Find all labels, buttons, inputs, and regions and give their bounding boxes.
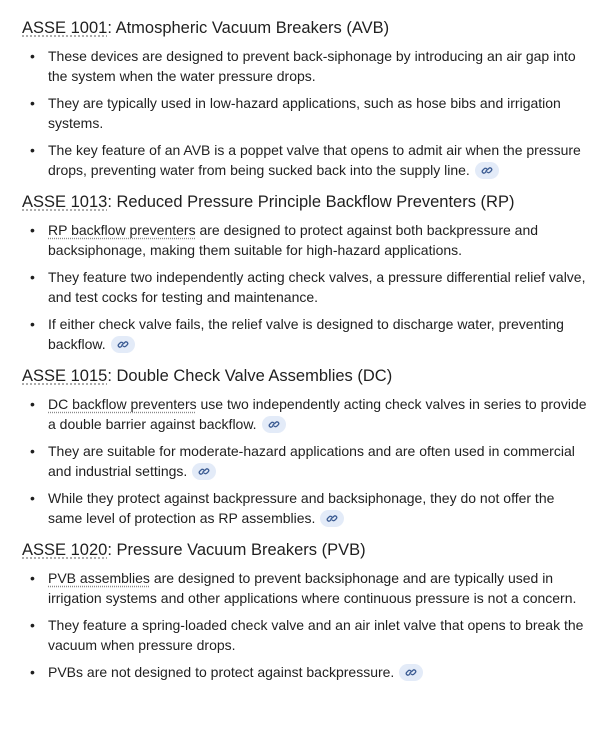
section-1 <box>22 16 592 180</box>
item-text: are designed to prevent backsiphonage and are typically used in irrigation systems and other applications where continuous pressure is not a concern. <box>48 570 577 606</box>
standard-code: ASSE 1020 <box>22 541 108 559</box>
bullet-list <box>22 394 592 528</box>
bullet-icon: • <box>30 269 35 285</box>
item-text: They feature a spring-loaded check valve and an air inlet valve that opens to break the vacuum when pressure drops. <box>48 617 584 653</box>
bullet-icon: • <box>30 664 35 680</box>
bullet-icon: • <box>30 490 35 506</box>
list-item <box>22 488 592 528</box>
section-title: : Atmospheric Vacuum Breakers (AVB) <box>107 19 390 37</box>
bullet-icon: • <box>30 95 35 111</box>
bullet-list <box>22 568 592 682</box>
standard-code: ASSE 1001 <box>22 19 108 37</box>
list-item <box>22 568 592 608</box>
citation-link-button[interactable] <box>399 664 423 681</box>
section-title: : Double Check Valve Assemblies (DC) <box>107 367 393 385</box>
bullet-icon: • <box>30 316 35 332</box>
term-link[interactable]: RP backflow preventers <box>48 222 196 238</box>
bullet-icon: • <box>30 570 35 586</box>
item-text: They are typically used in low-hazard applications, such as hose bibs and irrigation systems. <box>48 95 561 131</box>
list-item <box>22 662 592 682</box>
item-text: The key feature of an AVB is a poppet valve that opens to admit air when the pressure drops, preventing water from being sucked back into the supply line. <box>48 142 581 178</box>
list-item <box>22 140 592 180</box>
section-title: : Pressure Vacuum Breakers (PVB) <box>107 541 366 559</box>
section-2 <box>22 190 592 354</box>
link-icon <box>268 419 280 430</box>
citation-link-button[interactable] <box>111 336 135 353</box>
section-heading <box>22 364 592 388</box>
section-heading <box>22 538 592 562</box>
citation-link-button[interactable] <box>192 463 216 480</box>
list-item <box>22 220 592 260</box>
bullet-icon: • <box>30 142 35 158</box>
item-text: are designed to protect against both backpressure and backsiphonage, making them suitable for high-hazard applications. <box>48 222 539 258</box>
bullet-icon: • <box>30 48 35 64</box>
section-title: : Reduced Pressure Principle Backflow Preventers (RP) <box>107 193 515 211</box>
standard-code: ASSE 1013 <box>22 193 108 211</box>
list-item <box>22 314 592 354</box>
citation-link-button[interactable] <box>262 416 286 433</box>
list-item <box>22 46 592 86</box>
item-text: These devices are designed to prevent back-siphonage by introducing an air gap into the system when the water pressure drops. <box>48 48 576 84</box>
link-icon <box>326 513 338 524</box>
item-text: They are suitable for moderate-hazard applications and are often used in commercial and industrial settings. <box>48 443 575 479</box>
bullet-list <box>22 220 592 354</box>
item-text: use two independently acting check valves in series to provide a double barrier against backflow. <box>48 396 587 432</box>
section-heading <box>22 190 592 214</box>
list-item <box>22 441 592 481</box>
link-icon <box>405 667 417 678</box>
term-link[interactable]: PVB assemblies <box>48 570 150 586</box>
item-text: If either check valve fails, the relief valve is designed to discharge water, preventing backflow. <box>48 316 564 352</box>
citation-link-button[interactable] <box>475 162 499 179</box>
bullet-icon: • <box>30 443 35 459</box>
bullet-icon: • <box>30 396 35 412</box>
bullet-icon: • <box>30 617 35 633</box>
item-text: While they protect against backpressure and backsiphonage, they do not offer the same level of protection as RP assemblies. <box>48 490 555 526</box>
term-link[interactable]: DC backflow preventers <box>48 396 197 412</box>
item-text: They feature two independently acting check valves, a pressure differential relief valve, and test cocks for testing and maintenance. <box>48 269 586 305</box>
section-3 <box>22 364 592 528</box>
bullet-icon: • <box>30 222 35 238</box>
section-heading <box>22 16 592 40</box>
list-item <box>22 394 592 434</box>
list-item <box>22 615 592 655</box>
item-text: PVBs are not designed to protect against backpressure. <box>48 664 395 680</box>
link-icon <box>117 339 129 350</box>
list-item <box>22 267 592 307</box>
link-icon <box>198 466 210 477</box>
section-4 <box>22 538 592 682</box>
link-icon <box>481 165 493 176</box>
standard-code: ASSE 1015 <box>22 367 108 385</box>
bullet-list <box>22 46 592 180</box>
list-item <box>22 93 592 133</box>
citation-link-button[interactable] <box>320 510 344 527</box>
